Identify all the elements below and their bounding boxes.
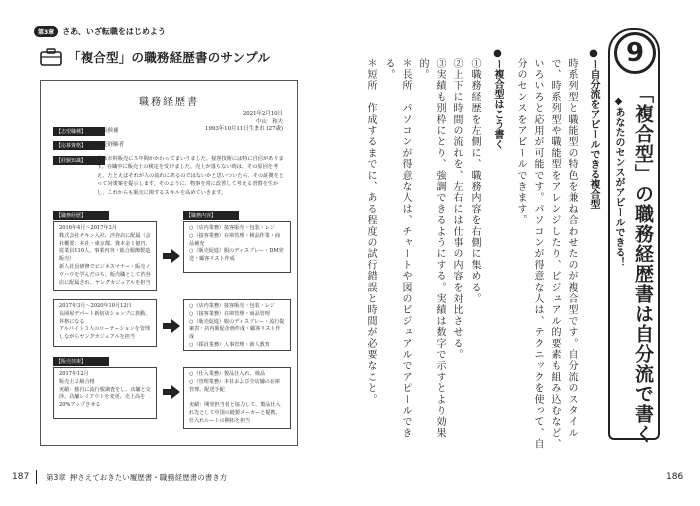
page-subtitle: ◆あなたのセンスがアピールできる！ (613, 96, 624, 267)
summary-text: 私は衣料販売に５年間かかわってまいりました。接客技術には特に自信があります。在職中に販売士の検定を受けました。売上が落ちない時は、その原因を考え、たとえばそれが人の流れにあるのではないかと思いついたら、その証拠をとって対策案を提示します。そのように、物事を常に改善して考える習慣を生かし、これからも販売に関するスキルを高めていきます。 (97, 156, 285, 196)
list-item-3: ③実績も別枠にとり、強調できるようにする。実績は数字で示すとより効果的。 (417, 58, 445, 439)
heading-1: ●ー自分流をアピールできる複合型 (588, 48, 599, 209)
list-item-2: ②上下に時間の流れを、左右には仕事の内容を対比させる。 (451, 58, 462, 361)
arrow-right-icon (171, 385, 180, 399)
duty-box-3: ○（仕入業務）製品仕入れ、検品 ○（管理業務）本社および全店舗の在庫管理、配送手配 実績：開発担当者と協力して、製品仕入れ先として中国の縫製メーカーと提携、仕入れルートの開拓を担当 (183, 367, 291, 429)
chapter-tab (34, 26, 166, 37)
footer-chapter-text: 押さえておきたい履歴書・職務経歴書の書き方 (69, 473, 228, 482)
duty-box-1: ○（店内業務）接客販売・包装・レジ ○（接客業務）在庫管理・検品作業・商品補充 ○（販売促進）服のディスプレー・DM発送・顧客リスト作成 (183, 221, 291, 273)
career-box-1: 2016年4月〜2017年3月 株式会社チキン入社、渋谷店に配属（会社概要：本社・東京都、資本金１億円、従業員110人、事業内容・総合服飾製造販売） 新人社員研修でビジネスマナー・販売ノウハウを学んだのち、販売職として渋谷店に配属され、ヤングカジュアルを担当 (53, 221, 157, 291)
app-label: 【応募資格】 (53, 141, 105, 150)
resume-sample (40, 80, 298, 446)
briefcase-icon (40, 48, 62, 66)
list-item-4: ＊長所 パソコンが得意な人は、チャートや図のビジュアルでアピールできる。 (383, 58, 411, 439)
list-item-1: ①職務経歴を左側に、職務内容を右側に集める。 (469, 58, 480, 305)
summary-label: 【経験知識】 (53, 156, 105, 165)
career-box-3: 2017年12月 販売士２級合格 実績：独自に流行服調査をし、店舗と交渉。店舗レイアウトを変更、売上高を20%アップさせる (53, 367, 157, 419)
doc-date: 2021年2月10日 (242, 111, 283, 117)
heading-2: ●ー複合型はこう書く (492, 48, 503, 149)
hope-label: 【志望職種】 (53, 127, 105, 136)
chapter-lead: さあ、いざ転職をはじめよう (62, 27, 166, 36)
section-number: 9 (614, 32, 656, 74)
footer-chapter (46, 472, 227, 483)
doc-birth: 1993年10月11日生まれ (27歳) (205, 126, 283, 132)
duty-box-2: ○（店内業務）接客販売・包装・レジ ○（接客業務）在庫管理・商品管理 ○（販売促進）服のディスプレー・流行提案表・店内販促企画作成・顧客リスト作成 ○（採員業務）人事管理・新人教育 (183, 299, 291, 351)
hope-value: 店長候補 (97, 128, 119, 134)
tech-label: 【販売技術】 (53, 357, 109, 366)
arrow-right-icon (171, 319, 180, 333)
paragraph-1: 時系列型と職能型の特色を兼ね合わせたのが複合型です。自分流のスタイルで、時系列型や職能型をアレンジしたり、ビジュアル的要素も組み込むなど、いろいろと応用が可能です。パソコンが得意な人は、テクニックを使って、自分のセンスをアピールできます。 (515, 58, 577, 450)
chapter-badge: 第3章 (34, 26, 58, 37)
folio-left: 187 (12, 472, 30, 482)
app-value: 販売経験者 (97, 142, 124, 148)
arrow-right-icon (171, 249, 180, 263)
footer-divider (36, 470, 37, 484)
doc-meta (205, 111, 283, 134)
career-label: 【職務経歴】 (53, 211, 109, 220)
section-title-row (40, 48, 270, 66)
section-title: 「複合型」の職務経歴書のサンプル (68, 50, 271, 65)
doc-title: 職務経歴書 (139, 97, 199, 108)
doc-name: 中山 和夫 (256, 118, 283, 125)
duty-label: 【職務内容】 (183, 211, 239, 220)
career-box-2: 2017年3月〜2020年10月12日 長岡屋デパート新宿店ショップに異動、昇格になる アルバイト３人のローテーションを管理しながらヤングカジュアルを担当 (53, 299, 157, 347)
footer-chapter-num: 第3章 (46, 473, 66, 482)
folio-right: 186 (666, 472, 684, 482)
list-item-5: ＊短所 作成するまでに、ある程度の試行錯誤と時間が必要なこと。 (365, 58, 376, 406)
page-title: 「複合型」の職務経歴書は自分流で書く (632, 84, 654, 444)
